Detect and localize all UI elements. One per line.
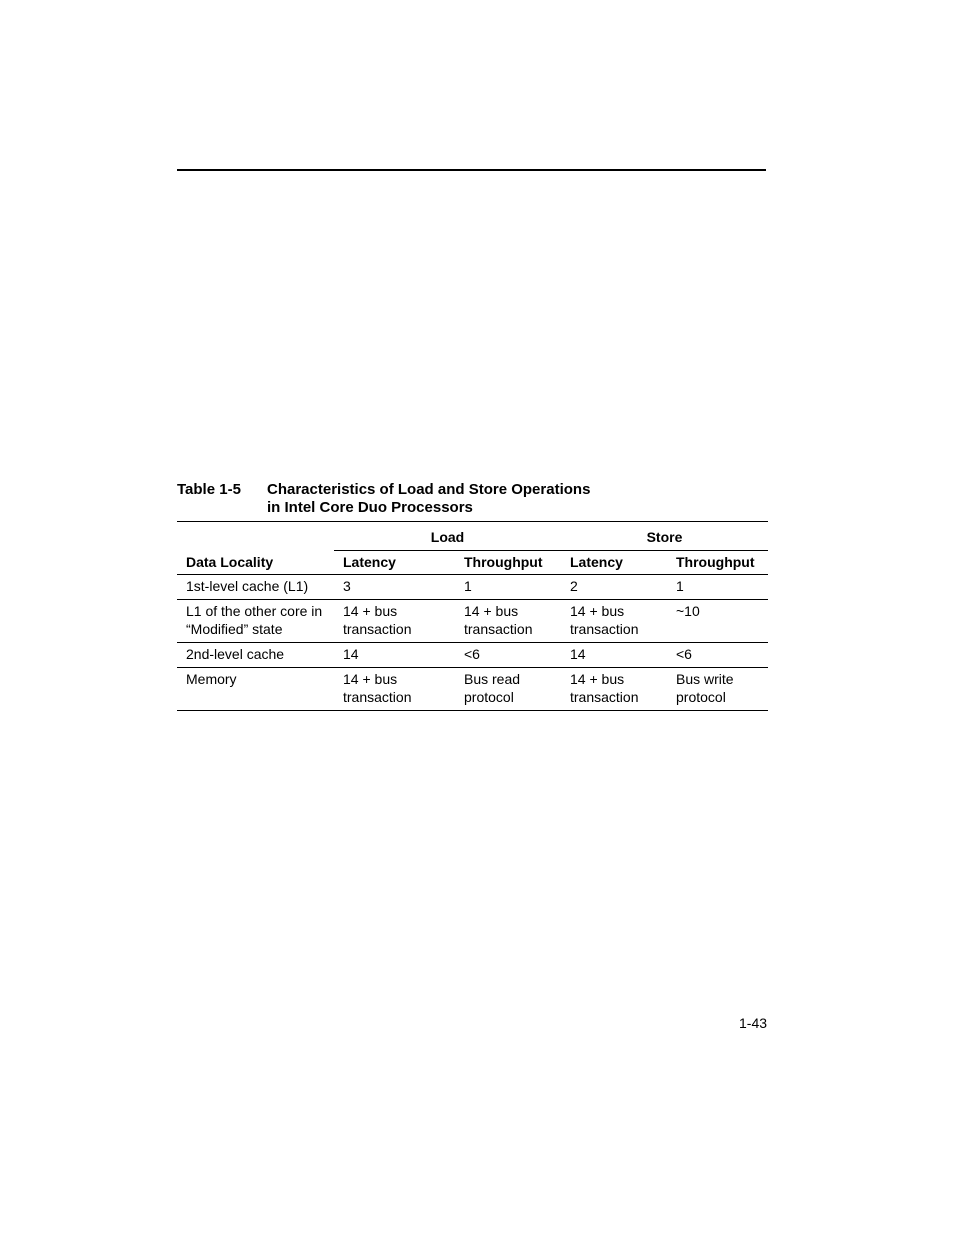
cell-text-line: protocol <box>464 689 514 705</box>
cell-text-line: ~10 <box>676 603 700 619</box>
cell-store-throughput <box>667 600 768 643</box>
cell-text-line: transaction <box>343 689 412 705</box>
cell-text-line: 1 <box>676 578 684 594</box>
cell-text-line: transaction <box>464 621 533 637</box>
load-store-table <box>177 521 768 711</box>
table-row <box>177 643 768 668</box>
cell-text-line: 2nd-level cache <box>186 646 285 662</box>
page-number: 1-43 <box>739 1015 768 1031</box>
column-header-data-locality: Data Locality <box>177 551 334 575</box>
cell-text-line: 1st-level cache (L1) <box>186 578 309 594</box>
cell-text-line: 14 <box>570 646 586 662</box>
cell-load-latency <box>334 575 455 600</box>
group-header-blank <box>177 522 334 551</box>
cell-store-throughput <box>667 643 768 668</box>
cell-text-line: 3 <box>343 578 351 594</box>
cell-data-locality <box>177 575 334 600</box>
cell-data-locality <box>177 668 334 711</box>
cell-data-locality <box>177 643 334 668</box>
column-header-store-latency: Latency <box>561 551 667 575</box>
cell-text-line: <6 <box>676 646 692 662</box>
table-title-line: in Intel Core Duo Processors <box>267 499 473 516</box>
column-header-load-latency: Latency <box>334 551 455 575</box>
column-header-store-throughput: Throughput <box>667 551 768 575</box>
cell-text-line: Bus write <box>676 671 734 687</box>
cell-text-line: Memory <box>186 671 237 687</box>
cell-text-line: 14 + bus <box>570 603 625 619</box>
cell-text-line: L1 of the other core in <box>186 603 323 619</box>
cell-text-line: 14 <box>343 646 359 662</box>
table-number: Table 1-5 <box>177 481 241 498</box>
cell-text-line: “Modified” state <box>186 621 283 637</box>
cell-load-latency <box>334 600 455 643</box>
cell-store-latency <box>561 600 667 643</box>
cell-text-line: transaction <box>343 621 412 637</box>
cell-store-throughput <box>667 668 768 711</box>
table-row <box>177 575 768 600</box>
group-header-store: Store <box>561 522 768 551</box>
cell-text-line: Bus read <box>464 671 521 687</box>
table-body <box>177 575 768 711</box>
cell-load-throughput <box>455 600 561 643</box>
cell-text-line: <6 <box>464 646 480 662</box>
cell-data-locality <box>177 600 334 643</box>
table-row <box>177 600 768 643</box>
cell-text-line: 14 + bus <box>464 603 519 619</box>
cell-load-latency <box>334 643 455 668</box>
table-title <box>267 481 667 517</box>
header-rule <box>177 169 766 171</box>
table-title-line: Characteristics of Load and Store Operations <box>267 481 591 498</box>
cell-load-throughput <box>455 575 561 600</box>
cell-text-line: 14 + bus <box>570 671 625 687</box>
cell-text-line: transaction <box>570 689 639 705</box>
cell-store-throughput <box>667 575 768 600</box>
group-header-load: Load <box>334 522 561 551</box>
group-header-row <box>177 522 768 551</box>
cell-load-throughput <box>455 668 561 711</box>
cell-text-line: transaction <box>570 621 639 637</box>
cell-load-throughput <box>455 643 561 668</box>
cell-store-latency <box>561 643 667 668</box>
table-row <box>177 668 768 711</box>
cell-store-latency <box>561 575 667 600</box>
cell-text-line: 1 <box>464 578 472 594</box>
column-header-load-throughput: Throughput <box>455 551 561 575</box>
cell-load-latency <box>334 668 455 711</box>
cell-text-line: 2 <box>570 578 578 594</box>
cell-text-line: 14 + bus <box>343 671 398 687</box>
cell-text-line: protocol <box>676 689 726 705</box>
column-header-row <box>177 551 768 575</box>
cell-store-latency <box>561 668 667 711</box>
cell-text-line: 14 + bus <box>343 603 398 619</box>
